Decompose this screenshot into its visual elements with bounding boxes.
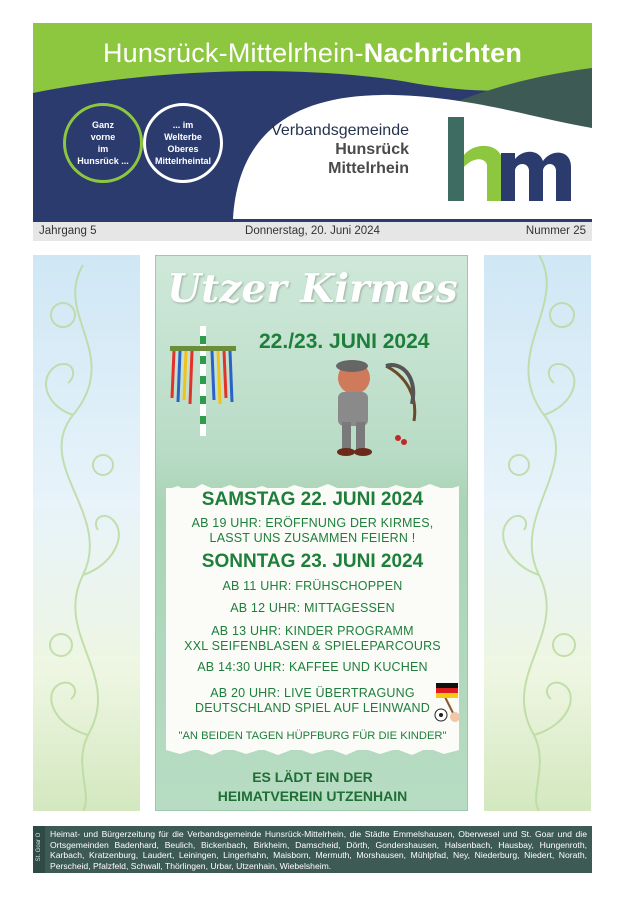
poster-title: Utzer Kirmes (167, 266, 458, 312)
distribution-footer (33, 826, 592, 873)
decorative-panel-right (484, 255, 591, 811)
sunday-heading: SONNTAG 23. JUNI 2024 (201, 551, 424, 572)
saturday-heading: SAMSTAG 22. JUNI 2024 (201, 489, 424, 510)
maypole-icon (170, 326, 236, 436)
slogan-circle-right (143, 103, 223, 183)
invite-line-1: ES LÄDT EIN DER (252, 769, 373, 785)
masthead-banner (33, 23, 592, 219)
municipality-name (257, 121, 409, 178)
hm-logo-icon (443, 115, 573, 205)
newspaper-title (33, 38, 592, 69)
bouncy-castle-note: "AN BEIDEN TAGEN HÜPFBURG FÜR DIE KINDER" (178, 730, 447, 742)
decorative-panel-left (33, 255, 140, 811)
sunday-item: AB 12 UHR: MITTAGESSEN (230, 601, 395, 615)
newspaper-title-regular: Hunsrück-Mittelrhein- (102, 38, 364, 68)
sunday-item: AB 13 UHR: KINDER PROGRAMM (211, 624, 414, 638)
farmer-figure-icon (336, 360, 415, 456)
municipality-line-1: Verbandsgemeinde (271, 122, 409, 139)
issue-date: Donnerstag, 20. Juni 2024 (245, 225, 380, 237)
invite-line-2: HEIMATVEREIN UTZENHAIN (217, 788, 408, 804)
saturday-line-2: LASST UNS ZUSAMMEN FEIERN ! (209, 531, 416, 545)
distribution-text: Heimat- und Bürgerzeitung für die Verbandsgemeinde Hunsrück-Mittelrhein, die Städte Emmelshausen, Oberwesel und St. Goar und die Ortsgemeinden Badenhard, Beulich, Bickenbach, Birkheim, Damscheid, Dörth, Gondershausen, Halsenbach, Hausbay, Hungenroth, Karbach, Kratzenburg, Laudert, Leiningen, Lingerhahn, Maisborn, Mermuth, Morshausen, Mühlpfad, Ney, Niederburg, Niedert, Norath, Perscheid, Pfalzfeld, Schwall, Thörlingen, Urbar, Utzenhain, Wiebelsheim. (50, 829, 587, 871)
slogan-right-text: ... im Welterbe Oberes Mittelrheintal (154, 120, 211, 166)
newspaper-title-bold: Nachrichten (363, 38, 523, 68)
edition-tag (33, 826, 45, 873)
saturday-line-1: AB 19 UHR: ERÖFFNUNG DER KIRMES, (191, 516, 434, 530)
municipality-line-2: Hunsrück (335, 141, 409, 158)
sunday-item: XXL SEIFENBLASEN & SPIELEPARCOURS (184, 639, 441, 653)
sunday-item: DEUTSCHLAND SPIEL AUF LEINWAND (195, 701, 430, 715)
poster-date-range: 22./23. JUNI 2024 (259, 330, 430, 353)
kirmes-illustration (156, 316, 468, 486)
municipality-line-3: Mittelrhein (328, 160, 409, 177)
edition-tag-text: St. Goar O (36, 832, 42, 862)
volume-label: Jahrgang 5 (39, 225, 97, 237)
slogan-circle-left (63, 103, 143, 183)
issue-info-bar (33, 219, 592, 241)
torn-paper-bottom-edge (166, 742, 459, 760)
sunday-item: AB 14:30 UHR: KAFFEE UND KUCHEN (197, 660, 428, 674)
issue-number: Nummer 25 (525, 225, 586, 237)
floral-ornament-left (33, 255, 140, 811)
sunday-item: AB 20 UHR: LIVE ÜBERTRAGUNG (210, 686, 415, 700)
germany-flag-football-icon (433, 681, 463, 723)
slogan-left-text: Ganz vorne im Hunsrück ... (77, 120, 129, 166)
sunday-item: AB 11 UHR: FRÜHSCHOPPEN (222, 579, 403, 593)
kirmes-poster (155, 255, 468, 811)
floral-ornament-right (484, 255, 591, 811)
